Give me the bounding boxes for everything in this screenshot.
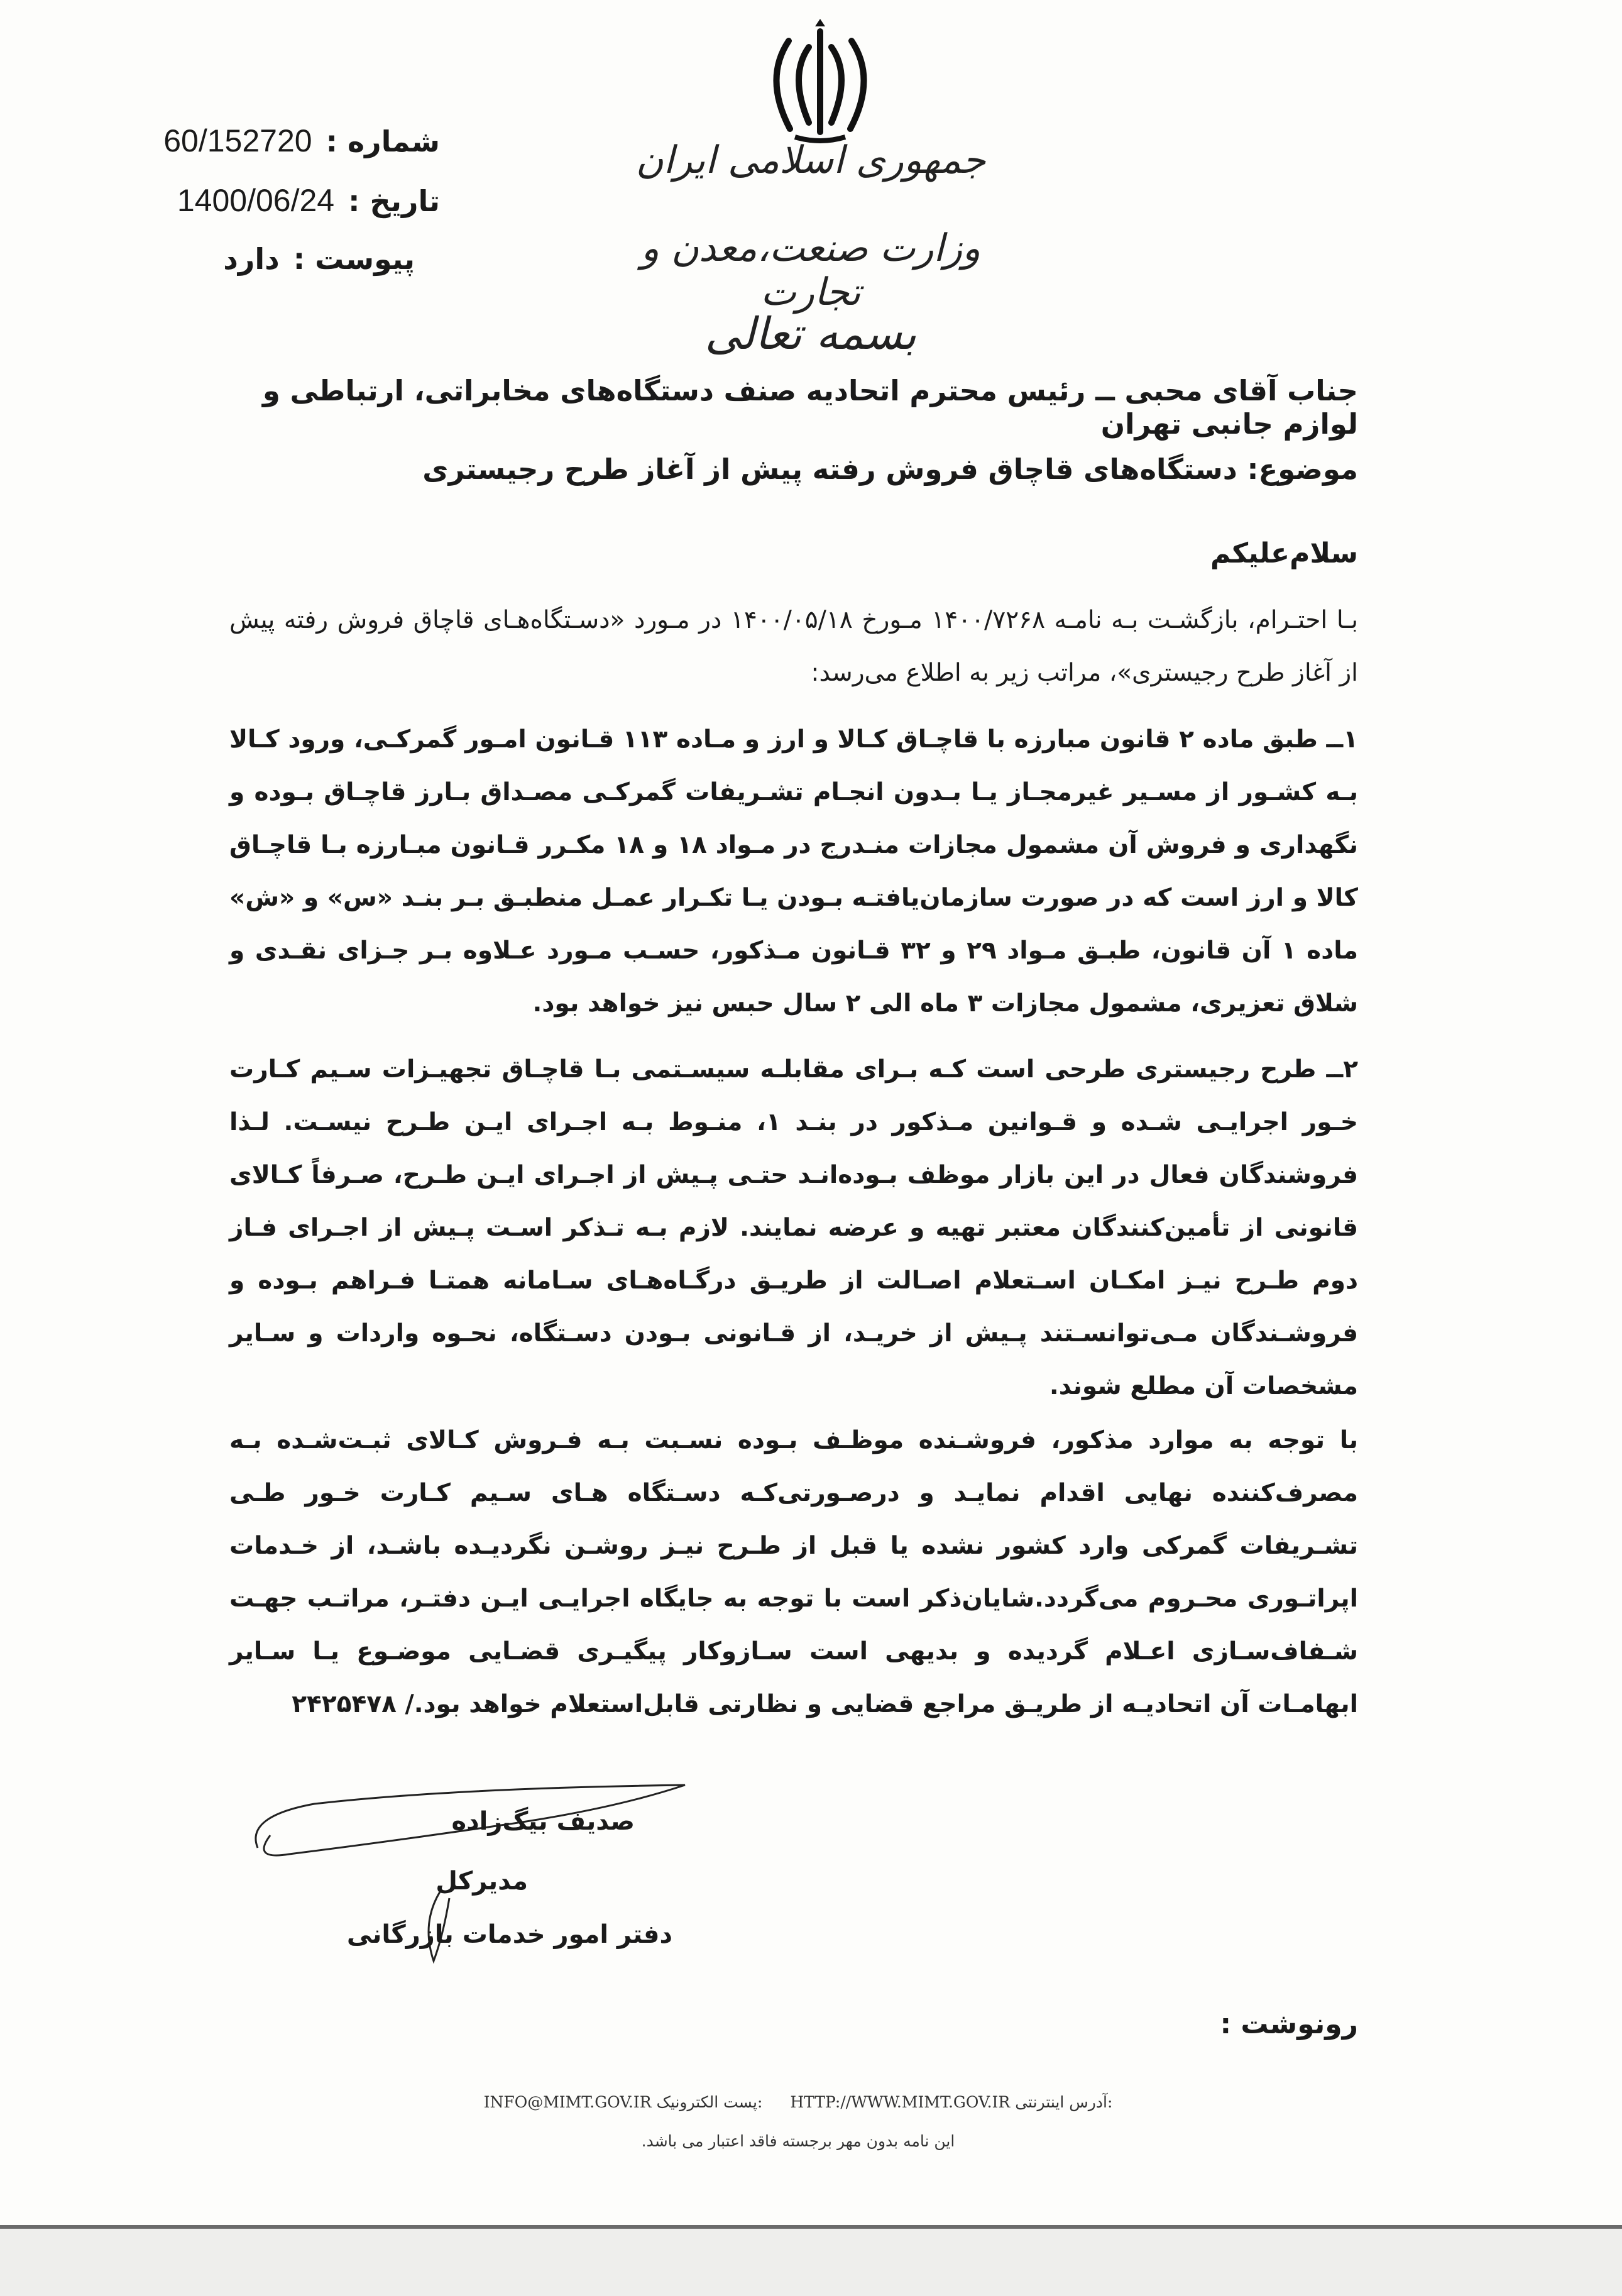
footer-contacts	[390, 2093, 1207, 2111]
letter-date-label: تاریخ :	[348, 184, 440, 218]
footer-email	[484, 2093, 763, 2111]
footer-note: این نامه بدون مهر برجسته فاقد اعتبار می باشد.	[641, 2132, 955, 2150]
letter-number-label: شماره :	[326, 124, 440, 158]
intro-paragraph: بـا احتـرام، بازگشـت بـه نامـه ۱۴۰۰/۷۲۶۸ مـورخ ۱۴۰۰/۰۵/۱۸ در مـورد «دسـتگاه‌هـای قاچاق فروش رفته پیش از آغاز طرح رجیستری»، مراتب زیر به اطلاع می‌رسد:	[229, 606, 1358, 687]
footer-email-value: INFO@MIMT.GOV.IR	[483, 2093, 652, 2111]
greeting: سلام‌علیکم	[1210, 537, 1358, 569]
republic-header: جمهوری اسلامی ایران	[635, 138, 986, 182]
signatory-title: مدیرکل	[436, 1867, 528, 1896]
footer-website	[790, 2093, 1112, 2111]
subject-line: موضوع: دستگاه‌های قاچاق فروش رفته پیش از آغاز طرح رجیستری	[422, 453, 1358, 486]
letter-attachment-label: پیوست :	[293, 242, 415, 276]
letter-date-value: 1400/06/24	[177, 183, 335, 218]
letter-attachment	[113, 242, 415, 276]
footer-website-value: HTTP://WWW.MIMT.GOV.IR	[790, 2093, 1011, 2111]
footer-email-label: پست الکترونیک:	[656, 2093, 763, 2111]
signatory-name: صدیف بیگ‌زاده	[451, 1807, 635, 1836]
signatory-office: دفتر امور خدمات بازرگانی	[346, 1920, 672, 1949]
paragraph-2: ۲ــ طرح رجیستری طرحی است کـه بـرای مقابلـه سیسـتمی بـا قاچـاق تجهیـزات سـیم کـارت خـور اجرایـی شـده و قـوانین مـذکور در بنـد ۱، منـوط بـه اجـرای ایـن طـرح نیسـت. لـذا فروشندگان فعال در این بازار موظف بـوده‌انـد حتـی پـیش از اجـرای ایـن طـرح، صـرفاً کـالای قانونی از تأمین‌کنندگان معتبر تهیه و عرضه نمایند. لازم بـه تـذکر اسـت پـیش از اجـرای فـاز دوم طـرح نیـز امکـان اسـتعلام اصـالت از طریـق درگـاه‌هـای سـامانه همتـا فـراهم بـوده و فروشـندگان مـی‌توانسـتند پـیش از خریـد، از قـانونی بـودن دسـتگاه، نحـوه واردات و سـایر مشخصات آن مطلع شوند.	[229, 1055, 1359, 1400]
letter-date	[113, 182, 440, 219]
iran-emblem-icon	[751, 19, 889, 148]
signature-block	[233, 1772, 716, 1980]
recipient-line: جناب آقای محبی ــ رئیس محترم اتحادیه صنف دستگاه‌های مخابراتی، ارتباطی و لوازم جانبی تهران	[262, 374, 1358, 441]
scan-background	[0, 2229, 1622, 2296]
letter-number-value: 60/152720	[163, 123, 312, 158]
paragraph-3: با توجه به موارد مذکور، فروشـنده موظـف بـوده نسـبت بـه فـروش کـالای ثبـت‌شـده بـه مصرف‌کننده نهایی اقدام نمایـد و درصـورتی‌کـه دسـتگاه هـای سـیم کـارت خـور طـی تشـریفات گمرکی وارد کشور نشده یا قبل از طـرح نیـز روشـن نگردیـده باشـد، از خـدمات اپراتـوری محـروم می‌گردد.شایان‌ذکر است با توجه به جایگاه اجرایـی ایـن دفتـر، مراتـب جهـت شـفاف‌سـازی اعـلام گردیده و بدیهی است سـازوکار پیگیـری قضـایی موضـوع یـا سـایر ابهامـات آن اتحادیـه از طریـق مراجع قضایی و نظارتی قابل‌استعلام خواهد بود./ ۲۴۲۵۴۷۸	[229, 1426, 1358, 1718]
letter-number	[113, 123, 440, 159]
ministry-header: وزارت صنعت،معدن و تجارت	[640, 226, 981, 314]
letter-attachment-value: دارد	[223, 242, 280, 276]
cc-label: رونوشت :	[1220, 2008, 1358, 2040]
bismillah-header: بسمه تعالی	[704, 308, 917, 360]
footer-website-label: آدرس اینترنتی:	[1015, 2093, 1113, 2111]
paragraph-1: ۱ــ طبق ماده ۲ قانون مبارزه با قاچـاق کـالا و ارز و مـاده ۱۱۳ قـانون امـور گمرکـی، ورود کـالا بـه کشـور از مسـیر غیرمجـاز یـا بـدون انجـام تشـریفات گمرکـی مصـداق بـارز قاچـاق بـوده و نگهداری و فروش آن مشمول مجازات منـدرج در مـواد ۱۸ و ۱۸ مکـرر قـانون مبـارزه بـا قاچـاق کالا و ارز است که در صورت سازمان‌یافتـه بـودن یـا تکـرار عمـل منطبـق بـر بنـد «س» و «ش» ماده ۱ آن قانون، طبـق مـواد ۲۹ و ۳۲ قـانون مـذکور، حسـب مـورد عـلاوه بـر جـزای نقـدی و شلاق تعزیری، مشمول مجازات ۳ ماه الی ۲ سال حبس نیز خواهد بود.	[229, 725, 1359, 1018]
